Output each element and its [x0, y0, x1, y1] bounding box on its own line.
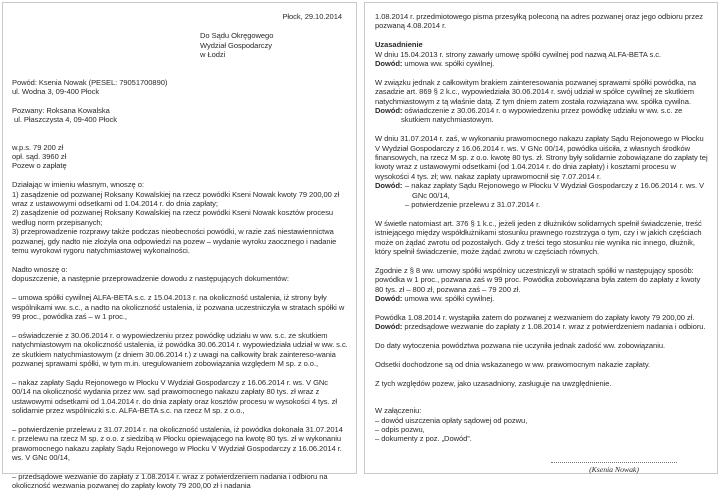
signature-line [551, 462, 677, 463]
paragraph-text: W dniu 15.04.2013 r. strony zawarły umowę spółki cywilnej pod nazwą ALFA-BETA s.c. [375, 49, 662, 59]
evidence-item: – umowa spółki cywilnej ALFA-BETA s.c. z 15.04.2013 r. na okoliczność ustalenia, iż strony były wspólnikami ww. s.c., a nadto na okoliczność ustalenia, iż pozwana uczestniczyła w stratach spółki w 99 proc., powódka zaś – w 1 proc., [12, 293, 345, 321]
evidence-item: – nakaz zapłaty Sądu Rejonowego w Płocku V Wydział Gospodarczy z 16.06.2014 r. ws. V GNc 00/14, [405, 181, 705, 200]
claim-value: w.p.s. 79 200 zł [12, 142, 64, 152]
continuation-text: 1.08.2014 r. przedmiotowego pisma przesyłką poleconą na adres pozwanej oraz jego odbioru przez pozwaną 4.08.2014 r. [375, 12, 703, 31]
evidence-text: przedsądowe wezwanie do zapłaty z 1.08.2014 r. wraz z potwierdzeniem nadania i odbioru. [404, 322, 706, 332]
court-address [200, 31, 348, 59]
court-fee: opł. sąd. 3960 zł [12, 152, 67, 162]
attachment-item: – odpis pozwu, [375, 424, 425, 434]
attachment-item: – dokumenty z poz. „Dowód”. [375, 434, 472, 444]
justification-para-2 [375, 78, 709, 125]
plaintiff-block [12, 78, 348, 97]
evidence-intro [12, 265, 348, 284]
justification-para-1 [375, 40, 709, 68]
evidence-intro-line: dopuszczenie, a następnie przeprowadzenie dowodu z następujących dokumentów: [12, 274, 289, 284]
evidence-line [375, 322, 709, 331]
evidence-label: Dowód: [375, 181, 403, 191]
requests-intro: Działając w imieniu własnym, wnoszę o: [12, 180, 144, 190]
evidence-label: Dowód: [375, 322, 403, 332]
paragraph-text: W dniu 31.07.2014 r. zaś, w wykonaniu prawomocnego nakazu zapłaty Sądu Rejonowego w Płocku V Wydział Gospodarczy z 16.06.2014 r. ws. V GNc 00/14, powódka uiściła, z własnych środków finansowych, na rzecz M sp. z o.o. kwotę 80 tys. zł. Strony były solidarnie zobowiązane do zapłaty tej kwoty wraz z ustawowymi odsetkami (od 1.04.2014 r. do dnia zapłaty) i kosztami procesu w wysokości 4 tys. zł; ww. nakaz zapłaty uprawomocnił się 7.07.2014 r. [375, 134, 708, 181]
plaintiff-address: ul. Wodna 3, 09-400 Płock [12, 87, 100, 97]
evidence-text: oświadczenie z 30.06.2014 r. o wypowiedzeniu przez powódkę udziału w ww. s.c. ze skutkiem natychmiastowym. [401, 106, 683, 125]
evidence-item: – nakaz zapłaty Sądu Rejonowego w Płocku V Wydział Gospodarczy z 16.06.2014 r. ws. V GNc 00/14 na okoliczność wydania przez ww. sąd prawomocnego nakazu zapłaty 80 tys. zł wraz z ustawowymi odsetkami od 1.04.2014 r. do dnia zapłaty oraz kosztów procesu w wysokości 4 tys. zł solidarnie przez wspólniczki s.c. ALFA-BETA s.c. na rzecz M sp. z o.o., [12, 377, 337, 415]
document-page-2 [364, 2, 718, 474]
evidence-line [375, 59, 709, 68]
evidence-label: Dowód: [375, 59, 403, 69]
attachments-section [375, 406, 709, 444]
evidence-line [375, 294, 709, 303]
evidence-line [375, 181, 709, 209]
evidence-item: – przedsądowe wezwanie do zapłaty z 1.08.2014 r. wraz z potwierdzeniem nadania i odbioru na okoliczność wezwania pozwanej do zapłaty kwoty 79 200,00 zł i nadania [12, 471, 328, 491]
paragraph-text: Powódka 1.08.2014 r. wystąpiła zatem do pozwanej z wezwaniem do zapłaty kwoty 79 200,00 zł. [375, 312, 695, 322]
attachment-item: – dowód uiszczenia opłaty sądowej od pozwu, [375, 415, 528, 425]
signature-block [551, 462, 677, 474]
defendant-name: Pozwany: Roksana Kowalska [12, 105, 110, 115]
evidence-text: umowa ww. spółki cywilnej. [404, 294, 495, 304]
request-item: 2) zasądzenie od pozwanej Roksany Kowalskiej na rzecz powódki Kseni Nowak kosztów procesu według norm przepisanych; [12, 208, 334, 227]
document-date: Płock, 29.10.2014 [282, 12, 342, 21]
court-line: Wydział Gospodarczy [200, 40, 272, 50]
attachments-heading: W załączeniu: [375, 406, 422, 416]
document-page-1 [2, 2, 357, 491]
request-item: 3) przeprowadzenie rozprawy także podczas nieobecności powódki, w razie zaś niestawiennictwa pozwanej, gdy nadto nie złożyła ona odpowiedzi na pozew – wydanie wyroku zaocznego i nadanie temu wyrokowi rygoru natychmiastowej wykonalności. [12, 227, 337, 256]
paragraph-text: Zgodnie z § 8 ww. umowy spółki wspólnicy uczestniczyli w stratach spółki w następujący sposób: powódka w 1 proc., pozwana zaś w 99 proc. Powódka zobowiązana była zatem do zapłaty z kwoty 80 tys. zł – 800 zł, pozwana zaś – 79 200 zł. [375, 265, 701, 294]
evidence-item: – oświadczenie z 30.06.2014 r. o wypowiedzeniu przez powódkę udziału w ww. s.c. ze skutkiem natychmiastowym na okoliczność ustalenia, iż powódka 30.06.2014 r. wypowiedziała udział w ww. s.c. ze skutkiem natychmiastowym (z dniem 30.06.2014 r.) z uwagi na całkowity brak zaintereso-wania pozwanej sprawami spółki, w tym m.in. uregulowaniem zobowiązania względem M sp. z o.o., [12, 330, 348, 368]
plaintiff-name: Powód: Ksenia Nowak (PESEL: 79051700890) [12, 77, 168, 87]
justification-para-8: Odsetki dochodzone są od dnia wskazanego w ww. prawomocnym nakazie zapłaty. [375, 359, 651, 369]
court-line: Do Sądu Okręgowego [200, 31, 274, 41]
document-type: Pozew o zapłatę [12, 161, 67, 171]
court-line: w Łodzi [200, 50, 226, 60]
evidence-label: Dowód: [375, 294, 403, 304]
justification-para-5 [375, 266, 709, 304]
paragraph-text: W związku jednak z całkowitym brakiem zainteresowania pozwanej sprawami spółki powódka, na zasadzie art. 869 § 2 k.c., wypowiedziała 30.06.2014 r. swój udział w spółce cywilnej ze skutkiem natychmiastowym z tą właśnie datą. Z tym dniem zatem została rozwiązana ww. spółka cywilna. [375, 77, 696, 106]
case-info [12, 143, 348, 171]
justification-heading: Uzasadnienie [375, 40, 423, 50]
justification-para-4: W świetle natomiast art. 376 § 1 k.c., jeżeli jeden z dłużników solidarnych spełnił świadczenie, treść istniejącego między współdłużnikami stosunku prawnego rozstrzyga o tym, czy i w jakich częściach może on żądać zwrotu od pozostałych. Gdy z treści tego stosunku nie wynika nic innego, dłużnik, który spełnił świadczenie, może żądać zwrotu w częściach równych. [375, 218, 702, 257]
requests-section [12, 180, 348, 255]
request-item: 1) zasądzenie od pozwanej Roksany Kowalskiej na rzecz powódki Kseni Nowak kwoty 79 200,00 zł wraz z ustawowymi odsetkami od 1.04.2014 r. do dnia zapłaty; [12, 189, 340, 209]
evidence-intro-line: Nadto wnoszę o: [12, 264, 68, 274]
justification-para-6 [375, 313, 709, 332]
evidence-label: Dowód: [375, 106, 403, 116]
justification-para-3 [375, 134, 709, 209]
justification-para-7: Do daty wytoczenia powództwa pozwana nie uczyniła jednak zadość ww. zobowiązaniu. [375, 341, 666, 351]
evidence-item: – potwierdzenie przelewu z 31.07.2014 r. [405, 200, 541, 210]
evidence-item: – potwierdzenie przelewu z 31.07.2014 r. na okoliczność ustalenia, iż powódka dokonała 31.07.2014 r. przelewu na rzecz M sp. z o.o. z siedzibą w Płocku opiewającego na kwotę 80 tys. zł w wykonaniu prawomocnego nakazu zapłaty Sądu Rejonowego w Płocku V Wydział Gospodarczy z 16.06.2014 r. ws. V GNc 00/14, [12, 424, 343, 462]
defendant-address: ul. Płaszczysta 4, 09-400 Płock [12, 115, 117, 125]
evidence-line [375, 106, 709, 125]
defendant-block [12, 106, 348, 125]
evidence-text: umowa ww. spółki cywilnej. [404, 59, 495, 69]
justification-para-9: Z tych względów pozew, jako uzasadniony, zasługuje na uwzględnienie. [375, 378, 612, 388]
evidence-list [405, 181, 709, 209]
signature-name: (Ksenia Nowak) [589, 464, 639, 474]
